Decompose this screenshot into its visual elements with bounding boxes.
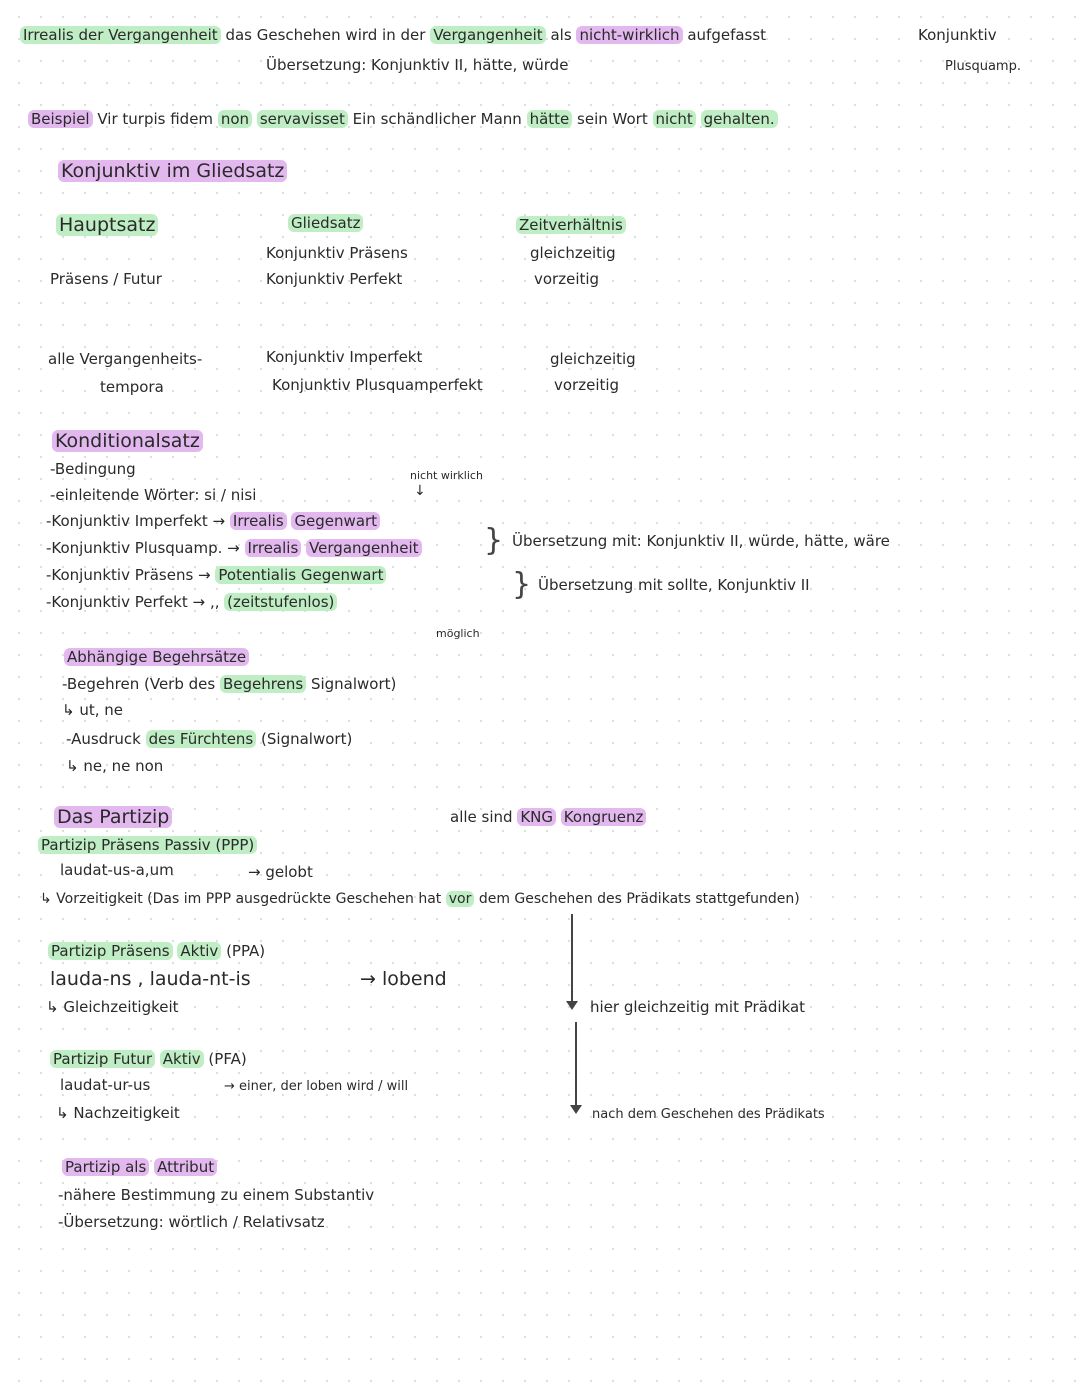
pfa-form: laudat-ur-us [60,1076,151,1094]
desire-l3-c: (Signalwort) [261,730,353,748]
conditional-l2: -einleitende Wörter: si / nisi [50,486,257,504]
conditional-title [52,430,203,452]
subclause-col-sub [288,214,363,232]
conditional-l6-a: -Konjunktiv [46,593,130,611]
desire-l1 [62,675,396,693]
desire-l1-b: Begehrens [220,675,306,693]
attr-title [62,1158,217,1176]
example-latin-a: Vir turpis fidem [97,110,214,128]
desire-title-text: Abhängige Begehrsätze [64,648,249,666]
example-latin-non: non [218,110,252,128]
conditional-l5 [46,566,386,584]
subclause-row2-main-b: tempora [100,378,164,396]
ppa-trans: → lobend [360,968,447,990]
subclause-row1-time-b: vorzeitig [534,270,600,288]
conditional-l3-a: -Konjunktiv Imperfekt → [46,512,226,530]
ppp-note-c: dem Geschehen des Prädikats stattgefunden) [478,891,800,907]
ppp-note-b: vor [446,891,475,907]
irrealis-translation: Übersetzung: Konjunktiv II, hätte, würde [266,56,569,74]
conditional-l5-c: Potentialis Gegenwart [215,566,386,584]
subclause-col-main [56,214,158,236]
conditional-l6-b: Perfekt → ‚‚ [134,593,220,611]
ppa-form: lauda-ns , lauda-nt-is [50,968,251,990]
timeline-arrow-1 [571,914,573,1008]
subclause-row2-sub-a: Konjunktiv Imperfekt [266,348,423,366]
ppp-title [38,836,257,854]
ppp-note [40,890,800,908]
irrealis-desc-pre: das Geschehen wird in der [225,26,426,44]
desire-l3-b: des Fürchtens [146,730,257,748]
conditional-l4-c: Vergangenheit [306,539,422,557]
conditional-title-text: Konditionalsatz [52,430,203,452]
pfa-note: ↳ Nachzeitigkeit [56,1104,180,1122]
subclause-row2-time-a: gleichzeitig [550,350,636,368]
desire-l4: ↳ ne, ne non [66,757,164,775]
conditional-l3-b: Irrealis [230,512,287,530]
conditional-trans1: Übersetzung mit: Konjunktiv II, würde, hätte, wäre [512,532,890,550]
subclause-row2-time-b: vorzeitig [554,376,620,394]
participle-title-text: Das Partizip [54,806,172,828]
pfa-trans: → einer, der loben wird / will [224,1079,409,1094]
arrow-down-icon: ↓ [414,483,426,499]
conditional-l5-a: -Konjunktiv [46,566,130,584]
desire-l3-a: -Ausdruck [66,730,141,748]
conditional-l6 [46,593,337,611]
attr-title-a: Partizip als [62,1158,149,1176]
ppp-note-a: ↳ Vorzeitigkeit (Das im PPP ausgedrückte Geschehen hat [40,891,442,907]
conditional-l6-c: (zeitstufenlos) [224,593,337,611]
brace-icon: } [484,523,504,558]
subclause-row1-sub-a: Konjunktiv Präsens [266,244,408,262]
ppp-title-text: Partizip Präsens Passiv (PPP) [38,836,257,854]
example-german-b: sein Wort [577,110,648,128]
attr-l2: -Übersetzung: wörtlich / Relativsatz [58,1213,325,1231]
conditional-l4 [46,539,422,557]
irrealis-line [20,26,766,44]
subclause-title-text: Konjunktiv im Gliedsatz [58,160,287,182]
irrealis-desc-hl: Vergangenheit [430,26,546,44]
conditional-note-top: nicht wirklich [410,469,483,482]
irrealis-desc-post: aufgefasst [687,26,767,44]
conditional-note-bottom: möglich [436,627,480,640]
pfa-title-b: Aktiv [160,1050,204,1068]
conditional-l4-a: -Konjunktiv Plusquamp. → [46,539,240,557]
example-line [28,110,778,128]
subclause-col-time-text: Zeitverhältnis [516,216,626,234]
participle-note [450,808,646,826]
desire-l1-c: Signalwort) [310,675,397,693]
example-german-end: gehalten. [701,110,778,128]
conditional-l3 [46,512,380,530]
irrealis-title: Irrealis der Vergangenheit [20,26,221,44]
desire-l3 [66,730,352,748]
conditional-l3-c: Gegenwart [291,512,380,530]
subclause-row2-sub-b: Konjunktiv Plusquamperfekt [272,376,483,394]
subclause-row2-main-a: alle Vergangenheits- [48,350,203,368]
subclause-row1-time-a: gleichzeitig [530,244,616,262]
irrealis-label-a: Konjunktiv [918,26,997,44]
conditional-trans2: Übersetzung mit sollte, Konjunktiv II [538,576,810,594]
desire-title [64,648,249,666]
subclause-title [58,160,287,182]
timeline-arrow-2 [575,1022,577,1112]
subclause-row1-main: Präsens / Futur [50,270,162,288]
conditional-l5-b: Präsens → [134,566,211,584]
pfa-title-c: (PFA) [208,1050,247,1068]
desire-l2: ↳ ut, ne [62,701,123,719]
brace-icon-2: } [512,567,532,602]
subclause-col-main-text: Hauptsatz [56,214,158,236]
subclause-row1-sub-b: Konjunktiv Perfekt [266,270,403,288]
ppa-title-a: Partizip Präsens [48,942,173,960]
desire-l1-a: -Begehren (Verb des [62,675,216,693]
irrealis-desc-hl2: nicht-wirklich [576,26,682,44]
pfa-title-a: Partizip Futur [50,1050,155,1068]
participle-note-c: Kongruenz [561,808,647,826]
attr-l1: -nähere Bestimmung zu einem Substantiv [58,1186,375,1204]
example-latin-verb: servavisset [257,110,348,128]
conditional-l4-b: Irrealis [245,539,302,557]
participle-note-b: KNG [517,808,556,826]
irrealis-desc-mid: als [550,26,572,44]
attr-title-b: Attribut [154,1158,217,1176]
pfa-title [50,1050,247,1068]
ppa-title-b: Aktiv [177,942,221,960]
conditional-l1: -Bedingung [50,460,136,478]
example-german-verb: hätte [527,110,573,128]
ppp-trans: → gelobt [248,863,313,881]
pfa-side: nach dem Geschehen des Prädikats [592,1107,825,1122]
ppa-title [48,942,265,960]
irrealis-label-b: Plusquamp. [945,59,1021,74]
example-german-neg: nicht [653,110,696,128]
subclause-col-sub-text: Gliedsatz [288,214,363,232]
ppa-title-c: (PPA) [226,942,266,960]
ppp-form: laudat-us-a,um [60,861,174,879]
example-german-a: Ein schändlicher Mann [352,110,522,128]
ppa-side: hier gleichzeitig mit Prädikat [590,998,806,1016]
example-label: Beispiel [28,110,93,128]
ppa-note: ↳ Gleichzeitigkeit [46,998,179,1016]
participle-title [54,806,172,828]
participle-note-a: alle sind [450,808,513,826]
subclause-col-time [516,216,626,234]
